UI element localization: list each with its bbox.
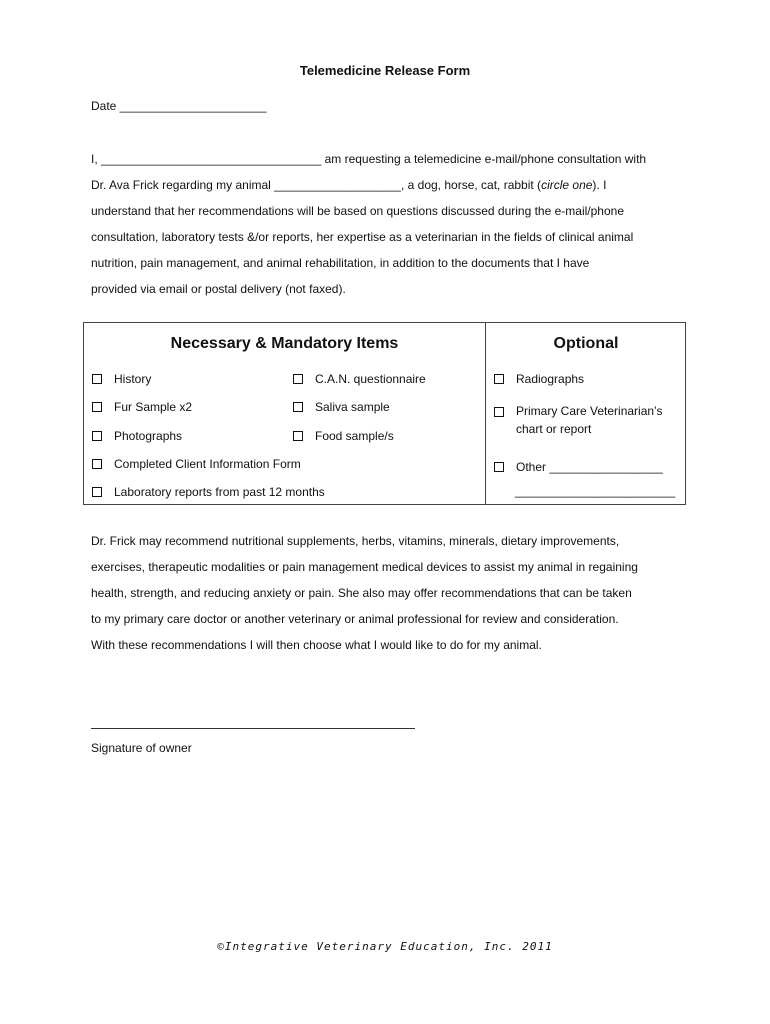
checkbox-label: Other _________________	[516, 460, 663, 474]
checkbox-icon[interactable]	[293, 374, 303, 384]
checkbox-item[interactable]	[494, 402, 674, 438]
checkbox-icon[interactable]	[293, 431, 303, 441]
checkbox-label: C.A.N. questionnaire	[315, 372, 426, 386]
items-table	[83, 322, 686, 505]
recommendation-line: health, strength, and reducing anxiety or pain. She also may offer recommendations that can be taken	[91, 586, 632, 600]
checkbox-icon[interactable]	[92, 374, 102, 384]
intro-line: provided via email or postal delivery (not faxed).	[91, 282, 346, 296]
checkbox-icon[interactable]	[92, 459, 102, 469]
recommendation-line: to my primary care doctor or another veterinary or animal professional for review and consideration.	[91, 612, 619, 626]
checkbox-icon[interactable]	[92, 402, 102, 412]
checkbox-label: Fur Sample x2	[114, 400, 193, 414]
checkbox-item[interactable]	[293, 400, 390, 414]
checkbox-item[interactable]	[494, 460, 663, 474]
signature-line[interactable]	[91, 728, 415, 729]
date-line: Date ______________________	[91, 99, 267, 113]
intro-line	[91, 172, 691, 198]
mandatory-heading: Necessary & Mandatory Items	[170, 335, 399, 352]
recommendations-paragraph	[91, 528, 691, 658]
checkbox-label: Laboratory reports from past 12 months	[114, 485, 325, 499]
recommendation-line: exercises, therapeutic modalities or pain management medical devices to assist my animal in regaining	[91, 560, 638, 574]
checkbox-icon[interactable]	[494, 374, 504, 384]
checkbox-label: Saliva sample	[315, 400, 390, 414]
recommendation-line: With these recommendations I will then choose what I would like to do for my animal.	[91, 638, 542, 652]
checkbox-icon[interactable]	[494, 407, 504, 417]
intro-line-text: Dr. Ava Frick regarding my animal ___________________, a dog, horse, cat, rabbit (circle one). I	[91, 178, 607, 192]
recommendation-line: Dr. Frick may recommend nutritional supplements, herbs, vitamins, minerals, dietary improvements,	[91, 534, 620, 548]
intro-paragraph	[91, 146, 691, 302]
footer-copyright: ©Integrative Veterinary Education, Inc. 2011	[217, 940, 553, 953]
checkbox-item[interactable]	[92, 429, 182, 443]
checkbox-icon[interactable]	[494, 462, 504, 472]
checkbox-label: Primary Care Veterinarian’s chart or report	[516, 404, 663, 436]
checkbox-item[interactable]	[92, 372, 151, 386]
checkbox-item[interactable]	[494, 372, 584, 386]
checkbox-icon[interactable]	[293, 402, 303, 412]
checkbox-icon[interactable]	[92, 431, 102, 441]
checkbox-item[interactable]	[293, 429, 394, 443]
checkbox-label: Radiographs	[516, 372, 585, 386]
intro-line: nutrition, pain management, and animal rehabilitation, in addition to the documents that I have	[91, 256, 590, 270]
checkbox-label: Food sample/s	[315, 429, 394, 443]
checkbox-label: History	[114, 372, 152, 386]
checkbox-item[interactable]	[92, 457, 301, 471]
checkbox-label: Completed Client Information Form	[114, 457, 301, 471]
checkbox-item[interactable]	[92, 400, 192, 414]
other-extra-line[interactable]: ________________________	[515, 484, 676, 498]
checkbox-item[interactable]	[293, 372, 426, 386]
checkbox-icon[interactable]	[92, 487, 102, 497]
intro-line: consultation, laboratory tests &/or reports, her expertise as a veterinarian in the fields of clinical animal	[91, 230, 634, 244]
optional-heading: Optional	[553, 335, 619, 352]
signature-label: Signature of owner	[91, 741, 192, 755]
checkbox-label: Photographs	[114, 429, 183, 443]
checkbox-item[interactable]	[92, 485, 325, 499]
intro-line: I, _________________________________ am requesting a telemedicine e-mail/phone consultation with	[91, 152, 647, 166]
intro-line: understand that her recommendations will be based on questions discussed during the e-mail/phone	[91, 204, 624, 218]
form-title: Telemedicine Release Form	[299, 63, 471, 78]
